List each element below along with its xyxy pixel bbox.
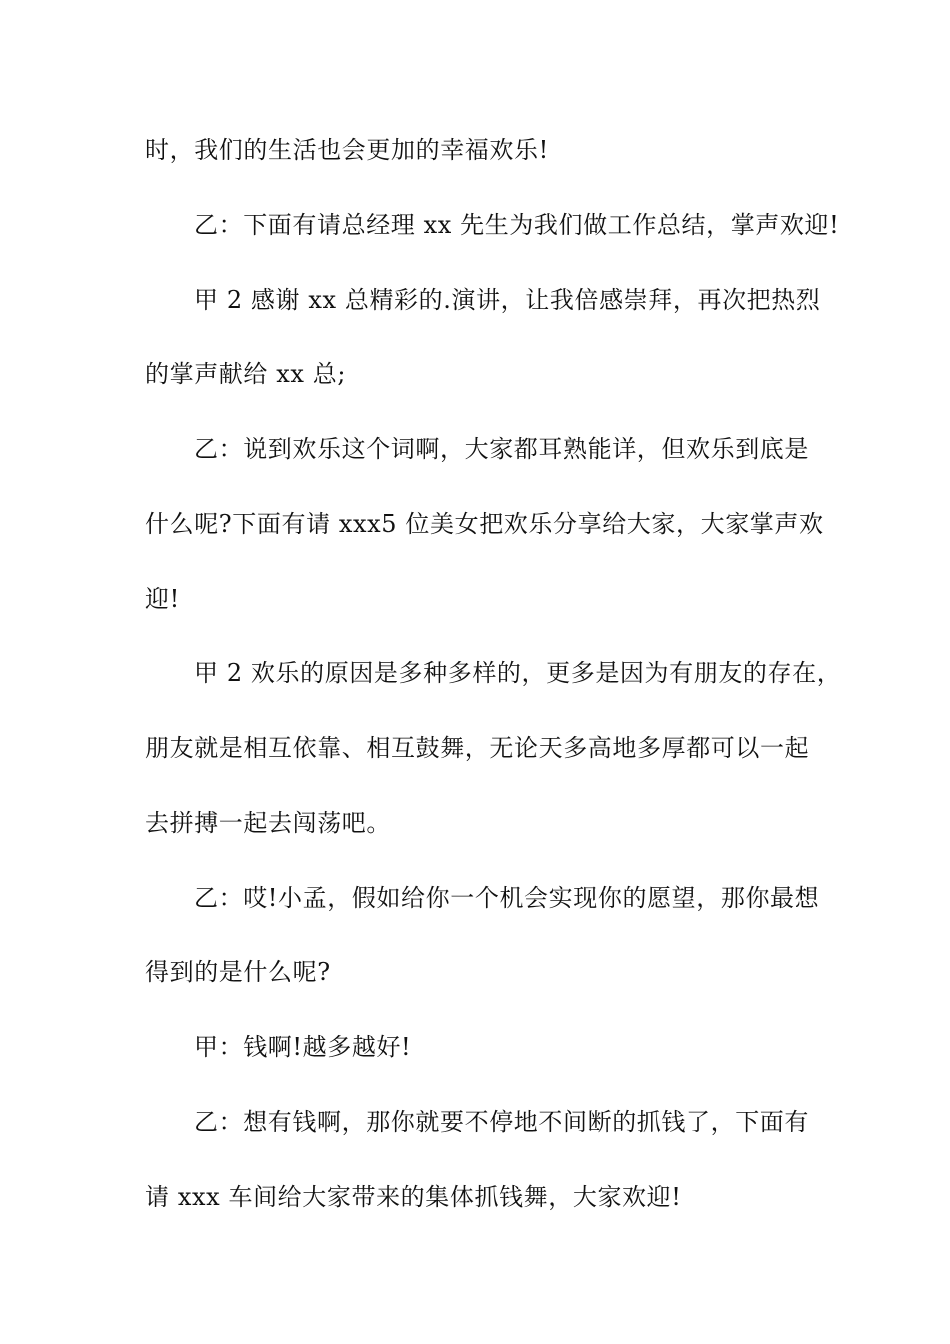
text-line-2: 乙：下面有请总经理 xx 先生为我们做工作总结，掌声欢迎! <box>194 211 840 239</box>
text-line-12: 得到的是什么呢? <box>145 958 331 986</box>
text-line-7: 迎! <box>145 585 180 613</box>
text-line-14: 乙：想有钱啊，那你就要不停地不间断的抓钱了，下面有 <box>194 1108 809 1136</box>
text-line-11: 乙：哎!小孟，假如给你一个机会实现你的愿望，那你最想 <box>194 884 820 912</box>
text-line-4: 的掌声献给 xx 总; <box>145 360 347 388</box>
text-line-8: 甲 2 欢乐的原因是多种多样的，更多是因为有朋友的存在， <box>194 659 842 687</box>
text-line-1: 时，我们的生活也会更加的幸福欢乐! <box>145 136 549 164</box>
text-line-9: 朋友就是相互依靠、相互鼓舞，无论天多高地多厚都可以一起 <box>145 734 810 762</box>
text-line-15: 请 xxx 车间给大家带来的集体抓钱舞，大家欢迎! <box>145 1183 682 1211</box>
text-line-5: 乙：说到欢乐这个词啊，大家都耳熟能详，但欢乐到底是 <box>194 435 809 463</box>
text-line-13: 甲：钱啊!越多越好! <box>194 1033 412 1061</box>
text-line-10: 去拼搏一起去闯荡吧。 <box>145 809 391 837</box>
text-line-6: 什么呢?下面有请 xxx5 位美女把欢乐分享给大家，大家掌声欢 <box>145 510 824 538</box>
text-line-3: 甲 2 感谢 xx 总精彩的.演讲，让我倍感崇拜，再次把热烈 <box>194 286 821 314</box>
